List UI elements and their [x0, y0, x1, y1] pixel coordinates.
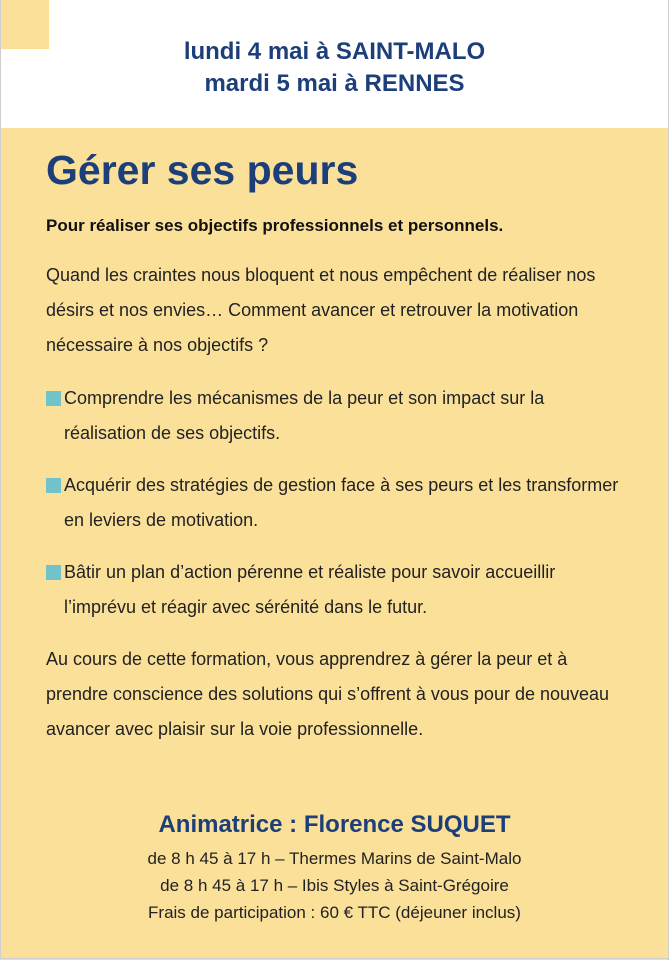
bullet-text: Bâtir un plan d’action pérenne et réaliste pour savoir accueillir l’imprévu et réagir avec sérénité dans le futur.: [64, 562, 556, 617]
schedule-saint-malo: de 8 h 45 à 17 h – Thermes Marins de Saint-Malo: [147, 849, 522, 868]
date-saint-malo: lundi 4 mai à SAINT-MALO: [183, 38, 486, 65]
intro-paragraph: Quand les craintes nous bloquent et nous empêchent de réaliser nos désirs et nos envies… Comment avancer et retrouver la motivation nécessaire à nos objectifs ?: [46, 265, 596, 355]
bullet-text: Acquérir des stratégies de gestion face à ses peurs et les transformer en leviers de motivation.: [64, 475, 619, 530]
page-title: Gérer ses peurs: [46, 147, 359, 193]
schedule-saint-gregoire: de 8 h 45 à 17 h – Ibis Styles à Saint-Grégoire: [160, 876, 509, 895]
bullet-text: Comprendre les mécanismes de la peur et son impact sur la réalisation de ses objectifs.: [64, 388, 545, 443]
date-rennes: mardi 5 mai à RENNES: [204, 70, 465, 97]
animatrice-heading: Animatrice : Florence SUQUET: [158, 811, 511, 838]
outro-paragraph: Au cours de cette formation, vous apprendrez à gérer la peur et à prendre conscience des solutions qui s’offrent à vous pour de nouveau avancer avec plaisir sur la voie professionnelle.: [46, 649, 610, 739]
subtitle: Pour réaliser ses objectifs professionnels et personnels.: [46, 216, 504, 235]
participation-fee: Frais de participation : 60 € TTC (déjeuner inclus): [148, 903, 521, 922]
